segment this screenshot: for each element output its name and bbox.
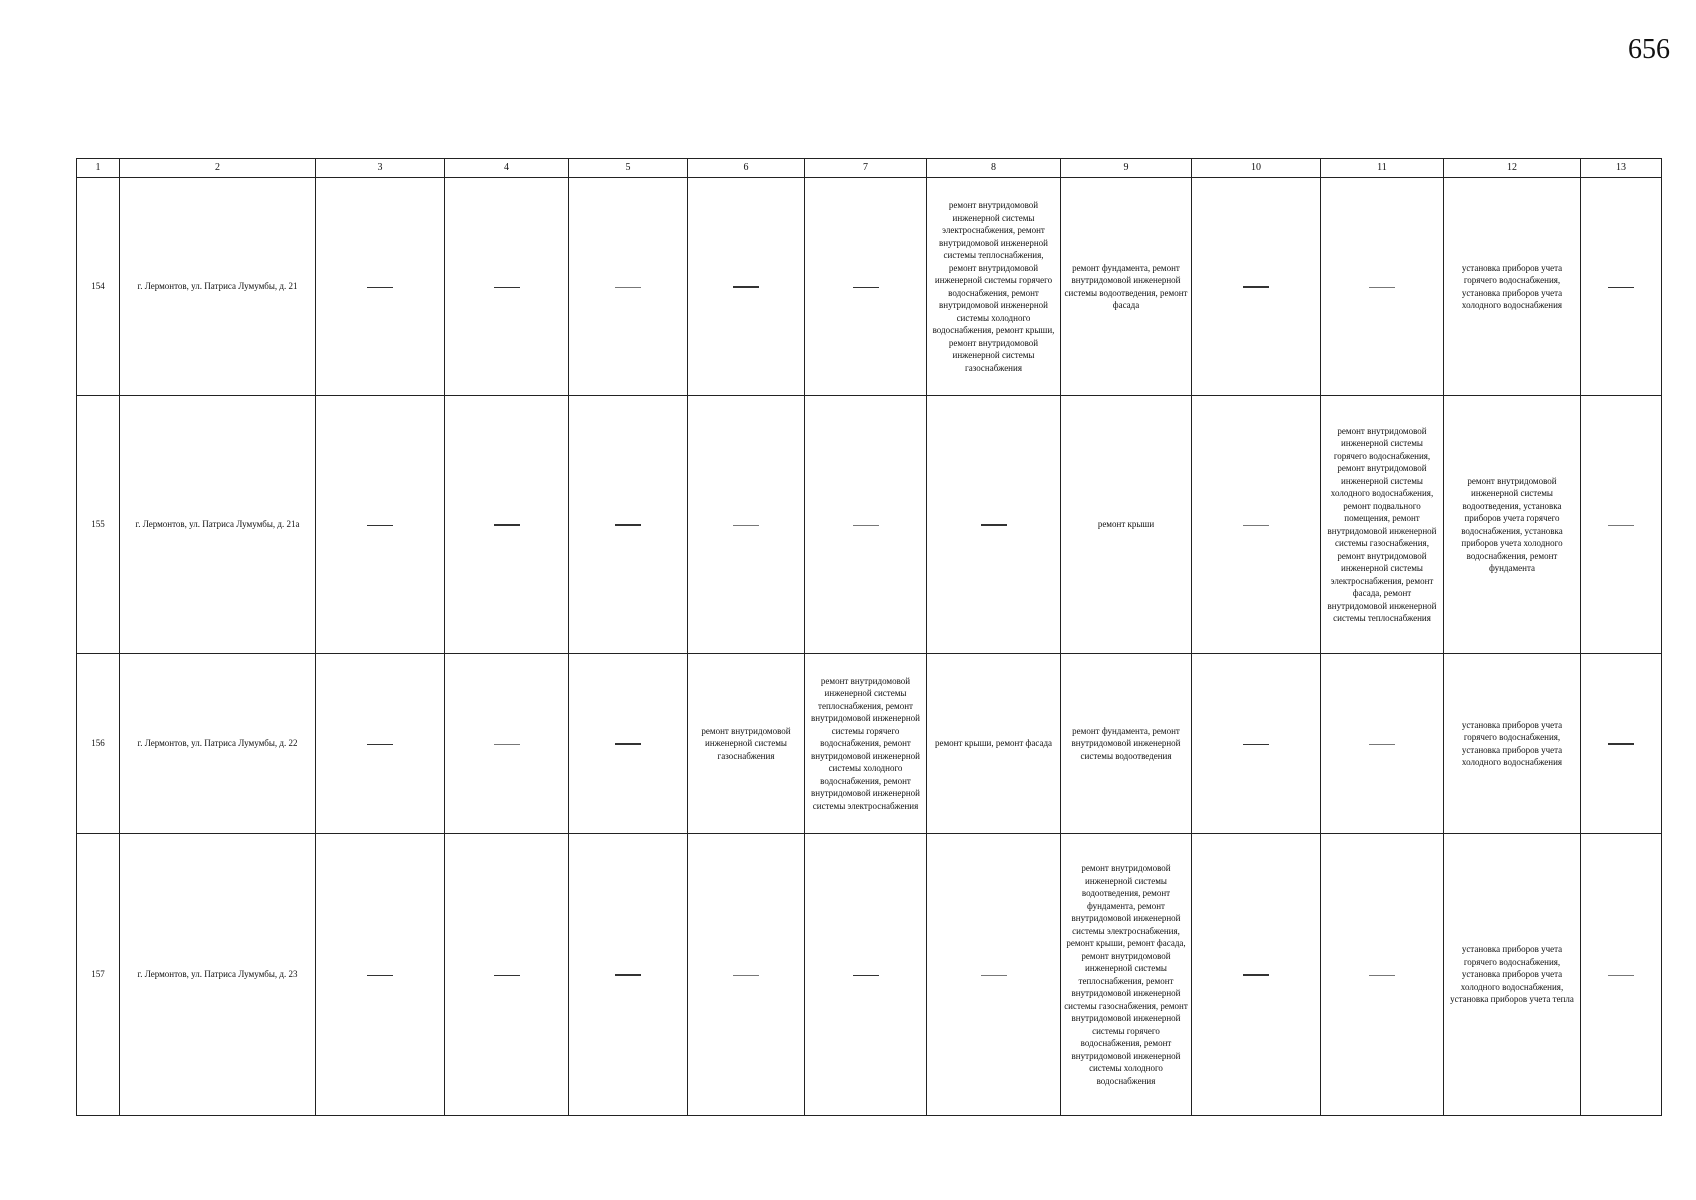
column-number: 12 bbox=[1444, 159, 1581, 178]
empty-cell bbox=[1192, 396, 1321, 654]
row-number: 155 bbox=[77, 396, 120, 654]
table-row bbox=[77, 178, 1662, 396]
empty-cell bbox=[688, 178, 805, 396]
repair-schedule-table bbox=[76, 158, 1662, 1116]
empty-cell bbox=[805, 396, 927, 654]
dash-mark bbox=[494, 744, 520, 745]
empty-cell bbox=[1192, 654, 1321, 834]
empty-cell bbox=[1192, 834, 1321, 1116]
column-number: 13 bbox=[1581, 159, 1662, 178]
dash-mark bbox=[1369, 975, 1395, 976]
work-cell: установка приборов учета горячего водоснабжения, установка приборов учета холодного водоснабжения bbox=[1444, 654, 1581, 834]
empty-cell bbox=[805, 834, 927, 1116]
empty-cell bbox=[445, 834, 569, 1116]
dash-mark bbox=[494, 287, 520, 288]
dash-mark bbox=[1243, 286, 1269, 288]
dash-mark bbox=[1369, 744, 1395, 745]
dash-mark bbox=[733, 286, 759, 288]
dash-mark bbox=[1243, 525, 1269, 526]
empty-cell bbox=[1192, 178, 1321, 396]
empty-cell bbox=[1581, 654, 1662, 834]
empty-cell bbox=[316, 834, 445, 1116]
column-number: 3 bbox=[316, 159, 445, 178]
dash-mark bbox=[1369, 287, 1395, 288]
work-cell: ремонт крыши, ремонт фасада bbox=[927, 654, 1061, 834]
work-cell: установка приборов учета горячего водоснабжения, установка приборов учета холодного водоснабжения, установка приборов учета тепла bbox=[1444, 834, 1581, 1116]
empty-cell bbox=[569, 396, 688, 654]
dash-mark bbox=[1243, 974, 1269, 976]
empty-cell bbox=[316, 396, 445, 654]
empty-cell bbox=[1321, 834, 1444, 1116]
empty-cell bbox=[927, 396, 1061, 654]
dash-mark bbox=[1243, 744, 1269, 745]
column-number: 8 bbox=[927, 159, 1061, 178]
empty-cell bbox=[688, 396, 805, 654]
empty-cell bbox=[1581, 178, 1662, 396]
address-cell: г. Лермонтов, ул. Патриса Лумумбы, д. 21а bbox=[120, 396, 316, 654]
address-cell: г. Лермонтов, ул. Патриса Лумумбы, д. 22 bbox=[120, 654, 316, 834]
dash-mark bbox=[1608, 975, 1634, 976]
empty-cell bbox=[1321, 654, 1444, 834]
column-number: 6 bbox=[688, 159, 805, 178]
row-number: 154 bbox=[77, 178, 120, 396]
dash-mark bbox=[494, 975, 520, 976]
work-cell: ремонт фундамента, ремонт внутридомовой инженерной системы водоотведения bbox=[1061, 654, 1192, 834]
empty-cell bbox=[316, 178, 445, 396]
dash-mark bbox=[981, 524, 1007, 526]
dash-mark bbox=[367, 975, 393, 976]
work-cell: установка приборов учета горячего водоснабжения, установка приборов учета холодного водоснабжения bbox=[1444, 178, 1581, 396]
row-number: 157 bbox=[77, 834, 120, 1116]
dash-mark bbox=[1608, 743, 1634, 745]
work-cell: ремонт внутридомовой инженерной системы теплоснабжения, ремонт внутридомовой инженерной системы горячего водоснабжения, ремонт внутридомовой инженерной системы холодного водоснабжения, ремонт внутридомовой инженерной системы электроснабжения bbox=[805, 654, 927, 834]
empty-cell bbox=[1581, 834, 1662, 1116]
dash-mark bbox=[733, 975, 759, 976]
column-number: 11 bbox=[1321, 159, 1444, 178]
column-number: 4 bbox=[445, 159, 569, 178]
column-number: 5 bbox=[569, 159, 688, 178]
page-number: 656 bbox=[1628, 34, 1670, 65]
table-row bbox=[77, 396, 1662, 654]
dash-mark bbox=[733, 525, 759, 526]
dash-mark bbox=[853, 287, 879, 288]
column-number: 2 bbox=[120, 159, 316, 178]
work-cell: ремонт внутридомовой инженерной системы водоотведения, ремонт фундамента, ремонт внутридомовой инженерной системы электроснабжения, ремонт крыши, ремонт фасада, ремонт внутридомовой инженерной системы теплоснабжения, ремонт внутридомовой инженерной системы газоснабжения, ремонт внутридомовой инженерной системы горячего водоснабжения, ремонт внутридомовой инженерной системы холодного водоснабжения bbox=[1061, 834, 1192, 1116]
dash-mark bbox=[367, 287, 393, 288]
work-cell: ремонт внутридомовой инженерной системы горячего водоснабжения, ремонт внутридомовой инженерной системы холодного водоснабжения, ремонт подвального помещения, ремонт внутридомовой инженерной системы газоснабжения, ремонт внутридомовой инженерной системы электроснабжения, ремонт фасада, ремонт внутридомовой инженерной системы теплоснабжения bbox=[1321, 396, 1444, 654]
dash-mark bbox=[853, 525, 879, 526]
work-cell: ремонт внутридомовой инженерной системы электроснабжения, ремонт внутридомовой инженерной системы теплоснабжения, ремонт внутридомовой инженерной системы горячего водоснабжения, ремонт внутридомовой инженерной системы холодного водоснабжения, ремонт крыши, ремонт внутридомовой инженерной системы газоснабжения bbox=[927, 178, 1061, 396]
table-row bbox=[77, 654, 1662, 834]
work-cell: ремонт крыши bbox=[1061, 396, 1192, 654]
dash-mark bbox=[494, 524, 520, 526]
work-cell: ремонт фундамента, ремонт внутридомовой инженерной системы водоотведения, ремонт фасада bbox=[1061, 178, 1192, 396]
dash-mark bbox=[615, 974, 641, 976]
empty-cell bbox=[316, 654, 445, 834]
empty-cell bbox=[445, 178, 569, 396]
dash-mark bbox=[615, 524, 641, 526]
empty-cell bbox=[805, 178, 927, 396]
dash-mark bbox=[1608, 287, 1634, 288]
column-number-row bbox=[77, 159, 1662, 178]
dash-mark bbox=[367, 525, 393, 526]
dash-mark bbox=[615, 287, 641, 288]
work-cell: ремонт внутридомовой инженерной системы газоснабжения bbox=[688, 654, 805, 834]
table-row bbox=[77, 834, 1662, 1116]
empty-cell bbox=[1581, 396, 1662, 654]
column-number: 7 bbox=[805, 159, 927, 178]
column-number: 9 bbox=[1061, 159, 1192, 178]
empty-cell bbox=[445, 654, 569, 834]
empty-cell bbox=[1321, 178, 1444, 396]
empty-cell bbox=[445, 396, 569, 654]
empty-cell bbox=[569, 178, 688, 396]
dash-mark bbox=[615, 743, 641, 745]
empty-cell bbox=[688, 834, 805, 1116]
empty-cell bbox=[927, 834, 1061, 1116]
dash-mark bbox=[367, 744, 393, 745]
dash-mark bbox=[1608, 525, 1634, 526]
column-number: 10 bbox=[1192, 159, 1321, 178]
column-number: 1 bbox=[77, 159, 120, 178]
dash-mark bbox=[853, 975, 879, 976]
row-number: 156 bbox=[77, 654, 120, 834]
address-cell: г. Лермонтов, ул. Патриса Лумумбы, д. 23 bbox=[120, 834, 316, 1116]
work-cell: ремонт внутридомовой инженерной системы водоотведения, установка приборов учета горячего водоснабжения, установка приборов учета холодного водоснабжения, ремонт фундамента bbox=[1444, 396, 1581, 654]
empty-cell bbox=[569, 834, 688, 1116]
address-cell: г. Лермонтов, ул. Патриса Лумумбы, д. 21 bbox=[120, 178, 316, 396]
empty-cell bbox=[569, 654, 688, 834]
dash-mark bbox=[981, 975, 1007, 976]
